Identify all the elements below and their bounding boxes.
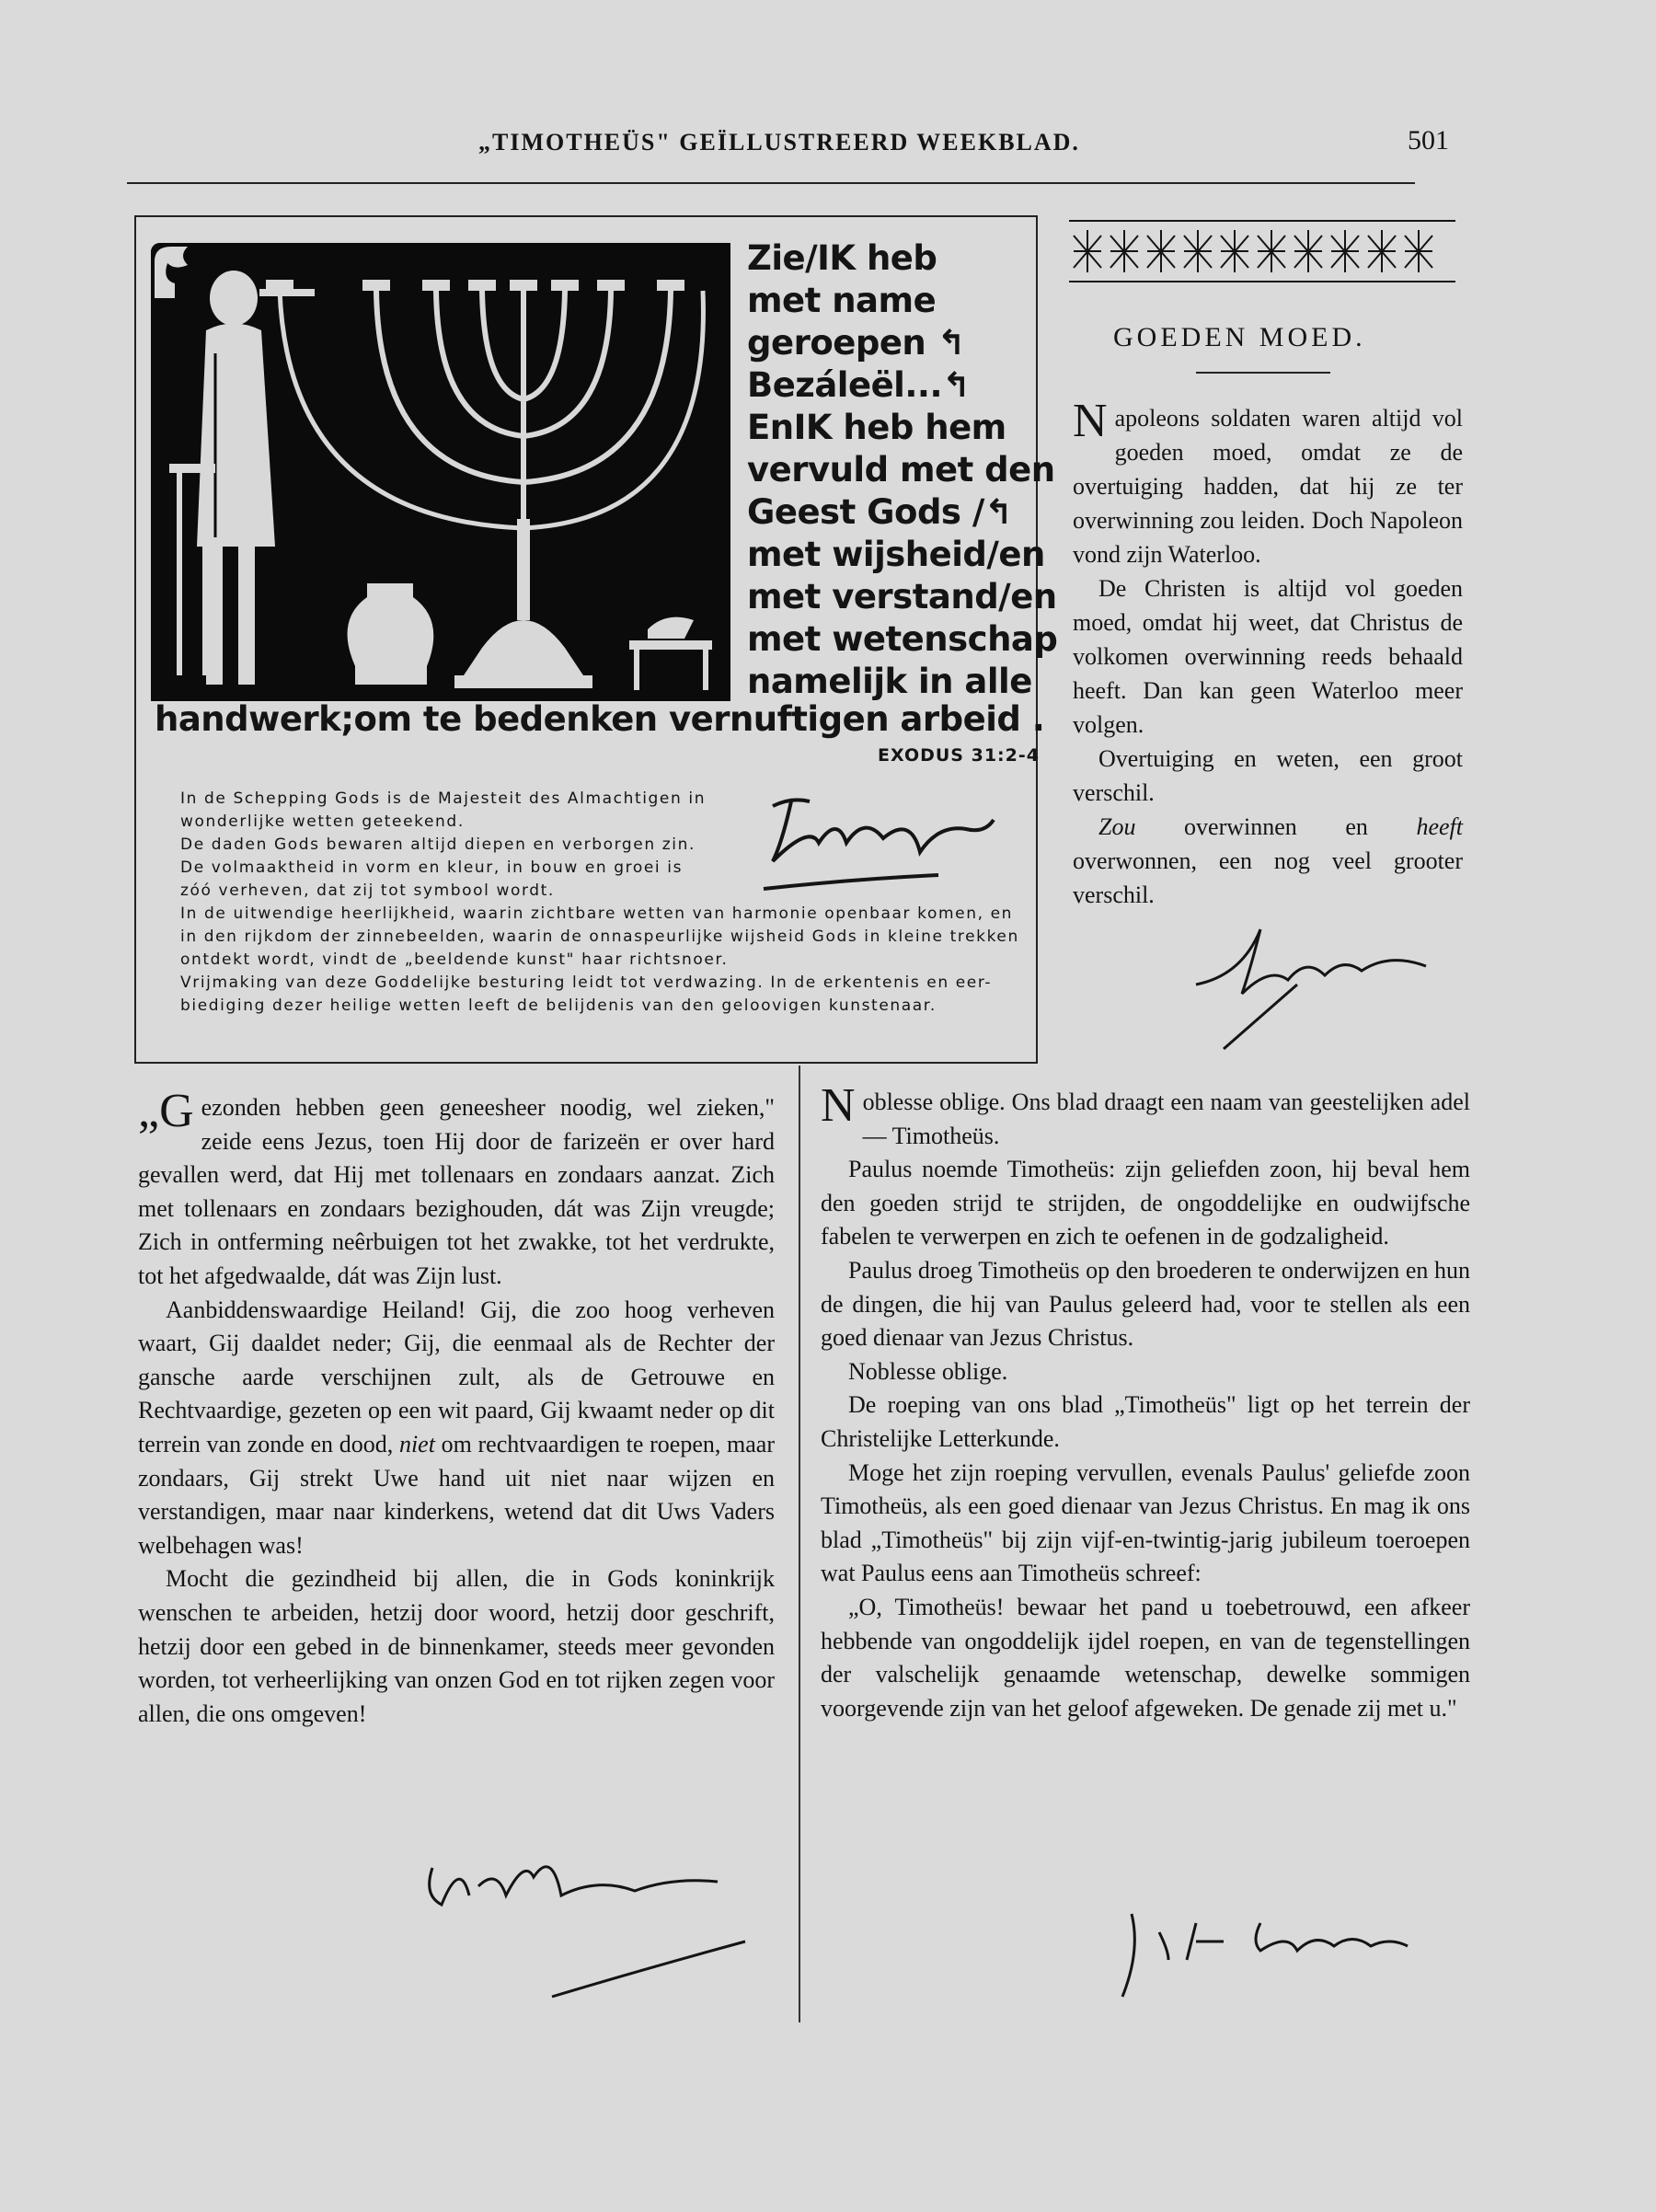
decorative-ornament-band bbox=[1069, 217, 1455, 291]
header-rule bbox=[127, 182, 1415, 184]
verse-line: geroepen ↰ bbox=[747, 323, 966, 363]
paragraph: Noblesse oblige. bbox=[848, 1357, 1008, 1385]
left-article bbox=[138, 1085, 776, 1731]
signature-top-right bbox=[1187, 911, 1463, 1058]
paragraph: Overtuiging en weten, een groot verschil. bbox=[1073, 745, 1463, 806]
paragraph-text: oblesse oblige. Ons blad draagt een naam van geestelijken adel — Timotheüs. bbox=[862, 1089, 1470, 1149]
verse-reference: EXODUS 31:2-4 bbox=[878, 745, 1040, 766]
verse-line: Geest Gods /↰ bbox=[747, 492, 1013, 532]
paragraph bbox=[138, 1294, 775, 1563]
verse-line: met wetenschap bbox=[747, 619, 1058, 659]
goeden-moed-title: GOEDEN MOED. bbox=[1113, 322, 1366, 352]
paragraph-text: om rechtvaardigen te roepen, maar zondaars, Gij strekt Uwe hand uit niet naar wijzen en verstandigen, maar naar kinderkens, wetend dat dit Uws Vaders welbehagen was! bbox=[138, 1430, 776, 1559]
dropcap: „G bbox=[138, 1085, 194, 1137]
caption-line: in den rijkdom der zinnebeelden, waarin de onnaspeurlijke wijsheid Gods in kleine trekken bbox=[180, 927, 1019, 946]
running-title: „TIMOTHEÜS" GEÏLLUSTREERD WEEKBLAD. bbox=[478, 129, 1080, 156]
paragraph bbox=[1073, 395, 1463, 571]
caption-line: ontdekt wordt, vindt de „beeldende kunst" haar richtsnoer. bbox=[180, 950, 729, 969]
caption-line: De daden Gods bewaren altijd diepen en verborgen zin. bbox=[180, 835, 696, 854]
emphasis: heeft bbox=[1416, 813, 1463, 840]
caption-line: De volmaaktheid in vorm en kleur, in bouw en groei is bbox=[180, 858, 684, 877]
paragraph: De roeping van ons blad „Timotheüs" ligt op het terrein der Christelijke Letterkunde. bbox=[821, 1391, 1470, 1452]
verse-line: met verstand/en bbox=[747, 577, 1057, 616]
paragraph: „O, Timotheüs! bewaar het pand u toebetrouwd, een afkeer hebbende van ongoddelijk ijdel roepen, en van de tegenstellingen der valschelijk genaamde wetenschap, dewelke sommigen voorgevende zijn van het geloof afgeweken. De genade zij met u." bbox=[821, 1593, 1470, 1722]
verse-line: Bezáleël...↰ bbox=[747, 365, 971, 405]
menorah-drawing bbox=[151, 243, 730, 701]
paragraph-text: Aanbiddenswaardige Heiland! Gij, die zoo hoog verheven waart, Gij daaldet neder; Gij, die eenmaal als de Rechter der gansche aarde verschijnen zult, als de Getrouwe en Rechtvaardige, gezeten op een wit paard, Gij kwaamt neder op dit terrein van zonde en dood, bbox=[138, 1296, 775, 1457]
paragraph-text: apoleons soldaten waren altijd vol goeden moed, omdat ze de overtuiging hadden, dat hij ze ter overwinning zou leiden. Doch Napoleon vond zijn Waterloo. bbox=[1073, 405, 1463, 568]
paragraph: De Christen is altijd vol goeden moed, omdat hij weet, dat Christus de volkomen overwinning reeds behaald heeft. Dan kan geen Waterloo meer volgen. bbox=[1073, 575, 1463, 738]
emphasis: Zou bbox=[1098, 813, 1136, 840]
dropcap: N bbox=[1073, 395, 1108, 447]
verse-line: Zie/IK heb bbox=[747, 238, 937, 278]
signature-right bbox=[1104, 1895, 1472, 2015]
signature-left bbox=[414, 1840, 782, 2024]
caption-line: In de uitwendige heerlijkheid, waarin zichtbare wetten van harmonie openbaar komen, en bbox=[180, 904, 1014, 923]
paragraph-text: overwonnen, een nog veel grooter verschil. bbox=[1073, 847, 1463, 908]
caption-line: zóó verheven, dat zij tot symbool wordt. bbox=[180, 881, 555, 900]
verse-line: met wijsheid/en bbox=[747, 535, 1045, 574]
paragraph bbox=[821, 1079, 1470, 1153]
emphasis: niet bbox=[398, 1430, 435, 1457]
column-divider bbox=[799, 1066, 800, 2022]
title-rule bbox=[1196, 372, 1330, 374]
paragraph-text: ezonden hebben geen geneesheer noodig, wel zieken," zeide eens Jezus, toen Hij door de farizeën er over hard gevallen werd, dat Hij met tollenaars en zondaars aanzat. Zich met tollenaars en zondaars bezighouden, dát was Zijn vreugde; Zich in ontferming neêrbuigen tot het zwakke, tot het verdrukte, tot het afgedwaalde, dát was Zijn lust. bbox=[138, 1094, 775, 1289]
exodus-verse bbox=[747, 237, 1058, 703]
page-number: 501 bbox=[1408, 125, 1449, 156]
signature-isings bbox=[754, 788, 1030, 898]
paragraph bbox=[138, 1085, 775, 1294]
caption-line: In de Schepping Gods is de Majesteit des Almachtigen in bbox=[180, 789, 707, 808]
menorah-illustration bbox=[151, 243, 730, 701]
dropcap: N bbox=[821, 1079, 856, 1132]
right-article bbox=[821, 1079, 1470, 1725]
caption-line: wonderlijke wetten geteekend. bbox=[180, 812, 465, 831]
paragraph bbox=[1073, 810, 1463, 912]
paragraph: Moge het zijn roeping vervullen, evenals Paulus' geliefde zoon Timotheüs, als een goed dienaar van Jezus Christus. En mag ik ons blad „Timotheüs" bij zijn vijf-en-twintig-jarig jubileum toeroepen wat Paulus eens aan Timotheüs schreef: bbox=[821, 1458, 1470, 1587]
paragraph-text: overwinnen en bbox=[1135, 813, 1417, 840]
verse-line: EnIK heb hem bbox=[747, 408, 1006, 447]
caption-line: Vrijmaking van deze Goddelijke besturing leidt tot verdwazing. In de erkentenis en eer- bbox=[180, 974, 993, 992]
verse-line: namelijk in alle bbox=[747, 662, 1032, 701]
verse-last-line: handwerk;om te bedenken vernuftigen arbeid . bbox=[155, 699, 1045, 739]
paragraph: Mocht die gezindheid bij allen, die in Gods koninkrijk wenschen te arbeiden, hetzij door woord, hetzij door geschrift, hetzij door een gebed in de binnenkamer, steeds meer gevonden worden, tot verheerlijking van onzen God en tot rijken zegen voor allen, die ons omgeven! bbox=[138, 1565, 775, 1727]
goeden-moed-text bbox=[1073, 395, 1463, 912]
verse-line: vervuld met den bbox=[747, 450, 1055, 490]
verse-line: met name bbox=[747, 281, 937, 320]
paragraph: Paulus droeg Timotheüs op den broederen te onderwijzen en hun de dingen, die hij van Paulus geleerd had, voor te stellen als een goed dienaar van Jezus Christus. bbox=[821, 1256, 1470, 1352]
paragraph: Paulus noemde Timotheüs: zijn geliefden zoon, hij beval hem den goeden strijd te strijden, de ongoddelijke en oudwijfsche fabelen te verwerpen en zich te oefenen in de godzaligheid. bbox=[821, 1156, 1470, 1250]
caption-line: biediging dezer heilige wetten leeft de belijdenis van den geloovigen kunstenaar. bbox=[180, 997, 937, 1015]
